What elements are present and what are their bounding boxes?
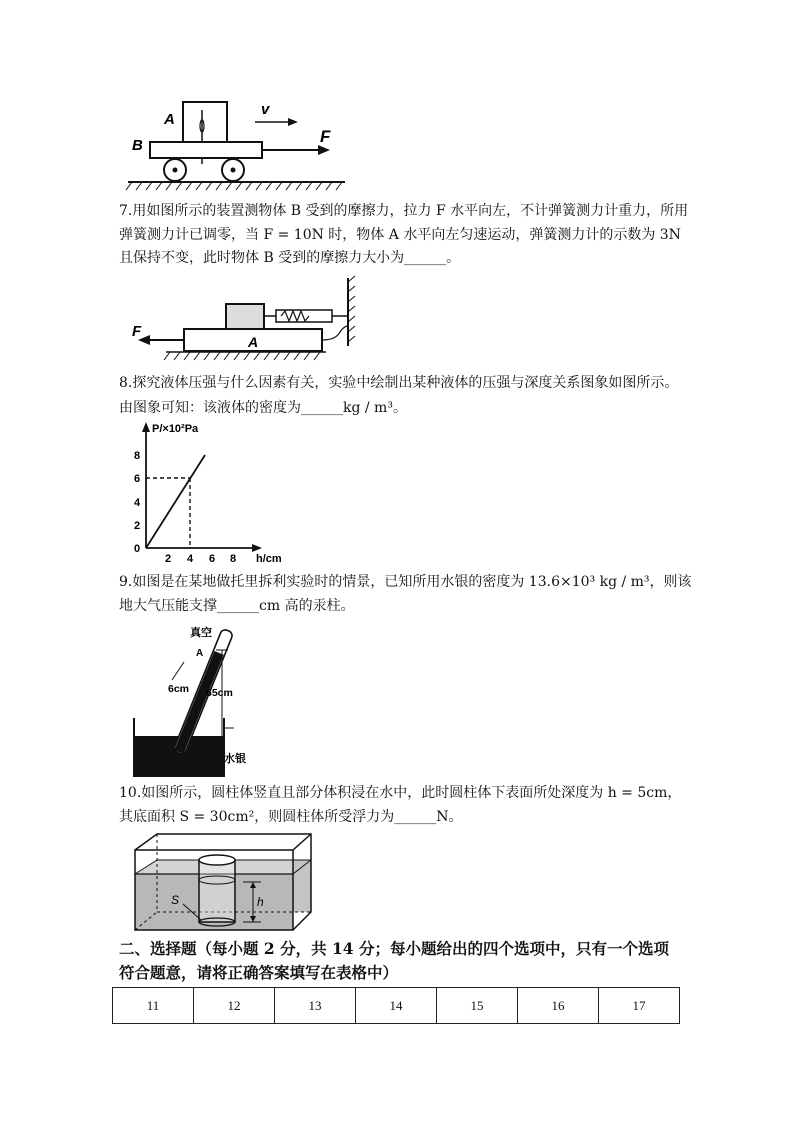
q8-pressure-chart — [126, 420, 296, 570]
q9-label-vacuum: 真空 — [190, 627, 212, 639]
q7-cart-figure — [120, 96, 350, 192]
q7-fig2-label-A: A — [248, 334, 259, 350]
q8-xtick-2: 2 — [165, 553, 172, 565]
q10-line2: 其底面积 S = 30cm²，则圆柱体所受浮力为______N。 — [119, 809, 463, 825]
q7-label-B: B — [132, 137, 143, 154]
q8-xtick-4: 4 — [187, 553, 194, 565]
q7-label-A: A — [164, 111, 175, 128]
q7-friction-figure — [126, 274, 376, 364]
q10-label-h: h — [257, 895, 264, 909]
q9-label-6cm: 6cm — [168, 683, 190, 695]
answer-cell-15: 15 — [437, 988, 518, 1024]
q8-ylabel: P/×10²Pa — [152, 423, 199, 435]
q9-label-A: A — [196, 648, 204, 659]
q8-ytick-2: 2 — [134, 520, 141, 532]
q7-line2: 弹簧测力计已调零，当 F = 10N 时，物体 A 水平向左匀速运动，弹簧测力计的示数为 3N — [119, 227, 681, 243]
q8-ytick-0: 0 — [134, 543, 141, 555]
q9-label-trough: 水银 — [224, 753, 246, 765]
q7-fig2-label-F: F — [132, 323, 142, 340]
answer-cell-17: 17 — [599, 988, 680, 1024]
section2-heading-line2: 符合题意，请将正确答案填写在表格中） — [119, 963, 399, 982]
q8-line2: 由图象可知：该液体的密度为______kg / m³。 — [119, 400, 407, 416]
q7-label-F: F — [320, 127, 331, 146]
answer-table — [112, 987, 680, 1024]
table-row — [113, 988, 680, 1024]
answer-cell-14: 14 — [356, 988, 437, 1024]
answer-cell-11: 11 — [113, 988, 194, 1024]
q9-line1: 9.如图是在某地做托里拆利实验时的情景，已知所用水银的密度为 13.6×10³ kg / m³，则该 — [119, 574, 692, 590]
q7-line1: 7.用如图所示的装置测物体 B 受到的摩擦力，拉力 F 水平向左，不计弹簧测力计重力，所用 — [119, 203, 689, 219]
answer-cell-12: 12 — [194, 988, 275, 1024]
q8-ytick-4: 4 — [134, 497, 141, 509]
q8-ytick-6: 6 — [134, 473, 141, 485]
section2-heading-line1: 二、选择题（每小题 2 分，共 14 分；每小题给出的四个选项中，只有一个选项 — [119, 939, 669, 958]
q7-label-v: v — [261, 101, 270, 118]
q8-xtick-8: 8 — [230, 553, 237, 565]
answer-cell-16: 16 — [518, 988, 599, 1024]
q7-line3: 且保持不变，此时物体 B 受到的摩擦力大小为______。 — [119, 250, 461, 266]
q10-label-S: S — [171, 893, 180, 907]
answer-cell-13: 13 — [275, 988, 356, 1024]
q9-torricelli-figure — [124, 620, 264, 780]
q8-xtick-6: 6 — [209, 553, 216, 565]
q8-xlabel: h/cm — [256, 553, 282, 565]
q8-line1: 8.探究液体压强与什么因素有关，实验中绘制出某种液体的压强与深度关系图象如图所示。 — [119, 375, 679, 391]
q9-line2: 地大气压能支撑______cm 高的汞柱。 — [119, 598, 355, 614]
q10-cylinder-figure — [129, 830, 314, 932]
q8-ytick-8: 8 — [134, 450, 141, 462]
q9-label-65cm: 65cm — [206, 687, 233, 699]
q10-line1: 10.如图所示，圆柱体竖直且部分体积浸在水中，此时圆柱体下表面所处深度为 h = 5cm， — [119, 785, 682, 801]
